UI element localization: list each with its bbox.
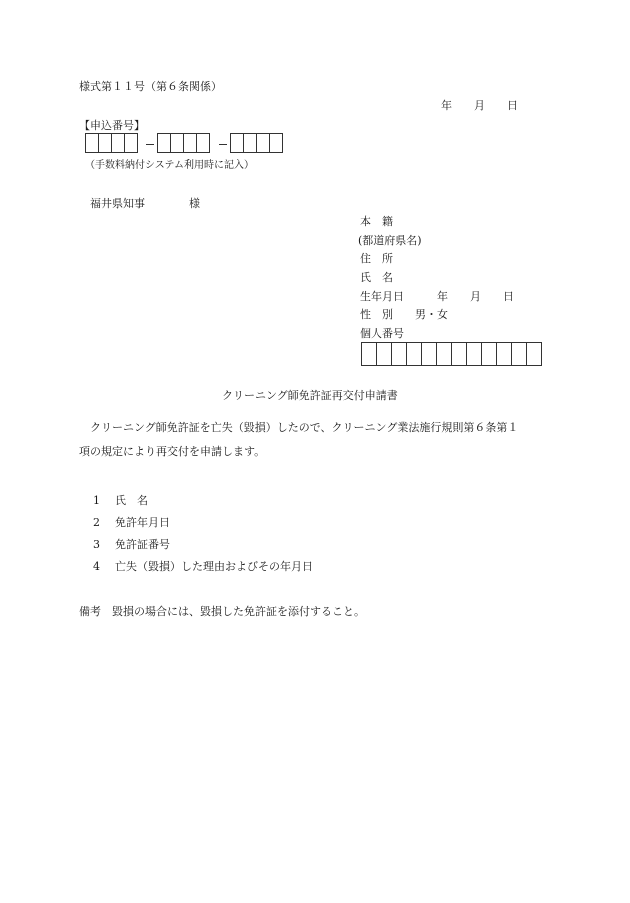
individual-number-digit[interactable] xyxy=(406,342,422,366)
separator-dash xyxy=(146,144,154,145)
application-number-digit[interactable] xyxy=(157,133,171,153)
remarks: 備考 毀損の場合には、毀損した免許証を添付すること。 xyxy=(79,605,365,618)
application-number-group-1[interactable] xyxy=(85,133,138,153)
applicant-prefecture: (都道府県名) xyxy=(358,234,422,247)
individual-number-label: 個人番号 xyxy=(360,327,404,340)
application-number-digit[interactable] xyxy=(183,133,197,153)
body-text-line-2: 項の規定により再交付を申請します。 xyxy=(79,445,266,458)
application-number-group-3[interactable] xyxy=(230,133,283,153)
item-number: 2 xyxy=(93,516,100,529)
individual-number-digit[interactable] xyxy=(451,342,467,366)
separator-dash xyxy=(219,144,227,145)
application-number-digit[interactable] xyxy=(98,133,112,153)
application-number-digit[interactable] xyxy=(256,133,270,153)
application-number-digit[interactable] xyxy=(111,133,125,153)
individual-number-digit[interactable] xyxy=(526,342,542,366)
document-title: クリーニング師免許証再交付申請書 xyxy=(222,389,398,402)
addressee: 福井県知事 様 xyxy=(90,197,200,210)
applicant-address: 住 所 xyxy=(360,252,393,265)
application-number-digit[interactable] xyxy=(243,133,257,153)
application-number-note: （手数料納付システム利用時に記入） xyxy=(85,160,254,171)
applicant-name: 氏 名 xyxy=(360,271,393,284)
application-number-digit[interactable] xyxy=(230,133,244,153)
application-number-group-2[interactable] xyxy=(157,133,210,153)
item-text-license-number: 免許証番号 xyxy=(115,538,170,551)
individual-number-boxes[interactable] xyxy=(361,342,542,366)
application-number-label: 【申込番号】 xyxy=(79,119,145,132)
individual-number-digit[interactable] xyxy=(511,342,527,366)
individual-number-digit[interactable] xyxy=(466,342,482,366)
applicant-honseki: 本 籍 xyxy=(360,215,393,228)
individual-number-digit[interactable] xyxy=(361,342,377,366)
individual-number-digit[interactable] xyxy=(481,342,497,366)
individual-number-digit[interactable] xyxy=(421,342,437,366)
individual-number-digit[interactable] xyxy=(376,342,392,366)
item-number: 1 xyxy=(93,494,100,507)
form-number: 様式第１１号（第６条関係） xyxy=(79,80,222,93)
individual-number-digit[interactable] xyxy=(391,342,407,366)
individual-number-digit[interactable] xyxy=(496,342,512,366)
application-number-digit[interactable] xyxy=(196,133,210,153)
date-line: 年 月 日 xyxy=(441,99,518,112)
item-number: 4 xyxy=(93,560,100,573)
item-text-name: 氏 名 xyxy=(115,494,148,507)
application-number-digit[interactable] xyxy=(269,133,283,153)
application-number-digit[interactable] xyxy=(85,133,99,153)
applicant-birthdate: 生年月日 年 月 日 xyxy=(360,290,514,303)
item-text-loss-reason: 亡失（毀損）した理由およびその年月日 xyxy=(115,560,313,573)
body-text-line-1: クリーニング師免許証を亡失（毀損）したので、クリーニング業法施行規則第６条第１ xyxy=(90,421,519,434)
application-number-digit[interactable] xyxy=(170,133,184,153)
item-number: 3 xyxy=(93,538,100,551)
applicant-sex: 性 別 男・女 xyxy=(360,308,448,321)
item-text-license-date: 免許年月日 xyxy=(115,516,170,529)
individual-number-digit[interactable] xyxy=(436,342,452,366)
application-number-digit[interactable] xyxy=(124,133,138,153)
